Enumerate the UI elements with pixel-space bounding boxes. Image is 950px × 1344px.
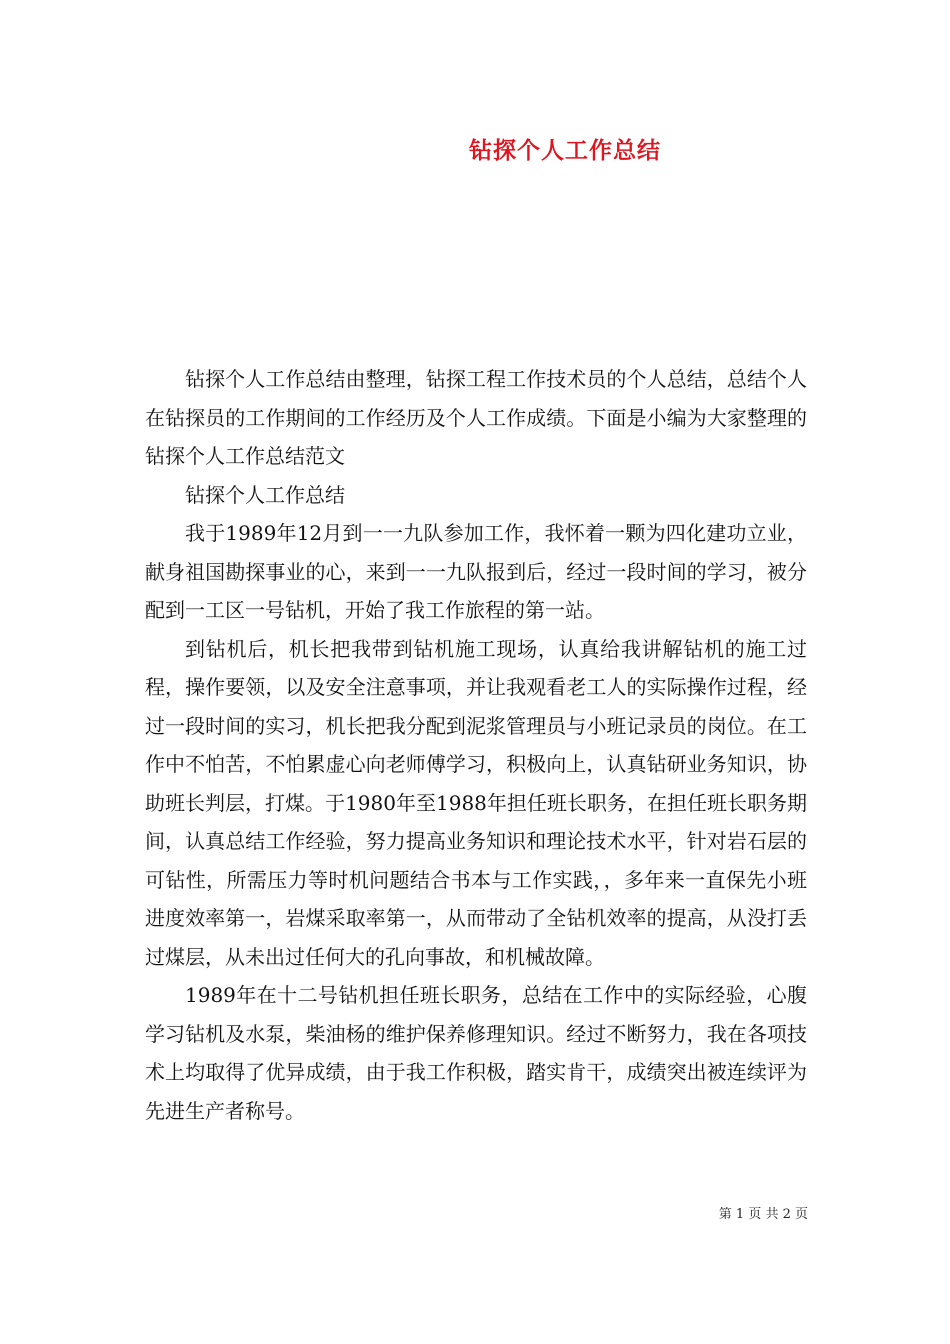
document-body <box>145 360 807 1130</box>
paragraph-2: 到钻机后，机长把我带到钻机施工现场，认真给我讲解钻机的施工过程，操作要领，以及安全注意事项，并让我观看老工人的实际操作过程，经过一段时间的实习，机长把我分配到泥浆管理员与小班记录员的岗位。在工作中不怕苦，不怕累虚心向老师傅学习，积极向上，认真钻研业务知识，协助班长判层，打煤。于1980年至1988年担任班长职务，在担任班长职务期间，认真总结工作经验，努力提高业务知识和理论技术水平，针对岩石层的可钻性，所需压力等时机问题结合书本与工作实践，，多年来一直保先小班进度效率第一，岩煤采取率第一，从而带动了全钻机效率的提高，从没打丢过煤层，从未出过任何大的孔向事故，和机械故障。 <box>145 636 807 969</box>
paragraph-3: 1989年在十二号钻机担任班长职务，总结在工作中的实际经验，心腹学习钻机及水泵，柴油杨的维护保养修理知识。经过不断努力，我在各项技术上均取得了优异成绩，由于我工作积极，踏实肯干，成绩突出被连续评为先进生产者称号。 <box>145 983 807 1123</box>
document-title: 钻探个人工作总结 <box>469 137 661 164</box>
page-number: 第 1 页 共 2 页 <box>718 1207 808 1222</box>
intro-paragraph: 钻探个人工作总结由整理，钻探工程工作技术员的个人总结，总结个人在钻探员的工作期间的工作经历及个人工作成绩。下面是小编为大家整理的钻探个人工作总结范文 <box>145 367 807 468</box>
paragraph-1: 我于1989年12月到一一九队参加工作，我怀着一颗为四化建功立业，献身祖国勘探事业的心，来到一一九队报到后，经过一段时间的学习，被分配到一工区一号钻机，开始了我工作旅程的第一站。 <box>145 521 807 622</box>
section-heading: 钻探个人工作总结 <box>185 482 345 507</box>
